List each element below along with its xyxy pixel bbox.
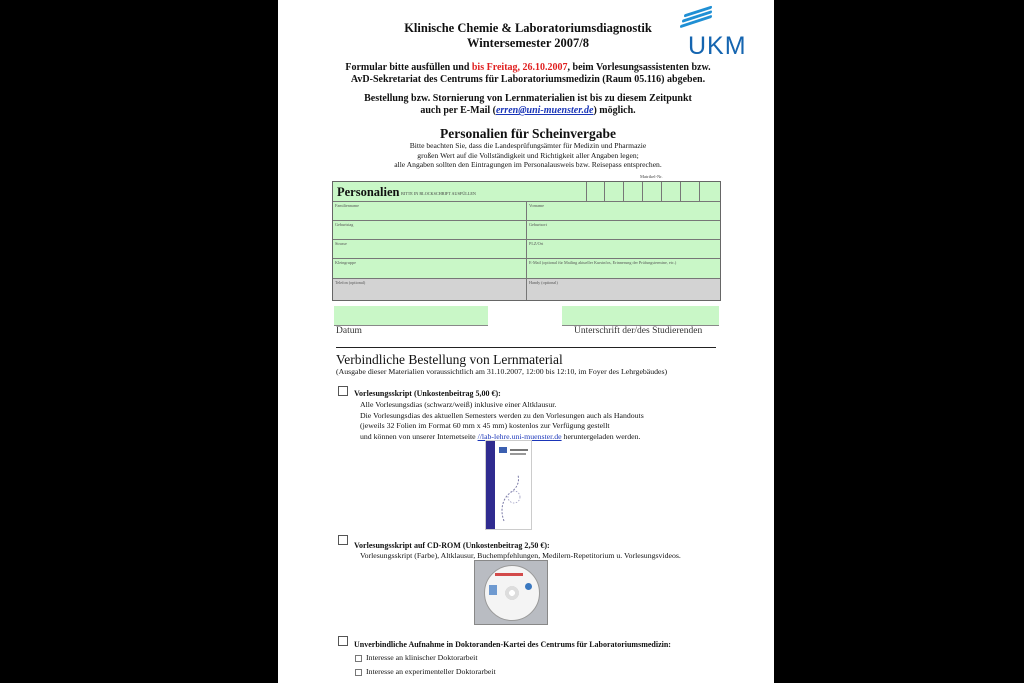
matrikel-digit-5[interactable] <box>662 182 681 202</box>
email-link[interactable]: erren@uni-muenster.de <box>495 105 594 116</box>
klinisch-label: Interesse an klinischer Doktorarbeit <box>366 653 478 662</box>
skript-title: Vorlesungsskript (Unkostenbeitrag 5,00 €): <box>354 389 501 398</box>
geburtstag-field[interactable]: Geburtstag <box>333 221 527 240</box>
personal-section-note: Bitte beachten Sie, dass die Landesprüfungsämter für Medizin und Pharmazie großen Wert auf die Vollständigkeit und Richtigkeit aller Angaben legen; alle Angaben sollten den Eintragungen im Personalausweis bzw. Reisepass entsprechen. <box>394 141 662 169</box>
klinisch-checkbox[interactable] <box>355 655 362 662</box>
instruction-line-2: AvD-Sekretariat des Centrums für Laboratoriumsmedizin (Raum 05.116) abgeben. <box>350 74 706 85</box>
doktoranden-checkbox[interactable] <box>338 636 348 646</box>
experimentell-checkbox[interactable] <box>355 669 362 676</box>
personal-box-title: Personalien <box>337 185 400 199</box>
plz-ort-field[interactable]: PLZ/Ort <box>527 240 720 259</box>
matrikel-label: Matrikel-Nr. <box>640 174 663 179</box>
familienname-field[interactable]: Familienname <box>333 202 527 221</box>
matrikel-digit-2[interactable] <box>605 182 624 202</box>
signature-input[interactable] <box>562 306 719 325</box>
order-section-title: Verbindliche Bestellung von Lernmaterial <box>336 352 563 367</box>
lehre-website-link[interactable]: //lab-lehre.uni-muenster.de <box>477 431 562 441</box>
section-divider <box>336 347 716 348</box>
cdrom-image <box>474 560 548 625</box>
personal-box-subtitle: BITTE IN BLOCKSCHRIFT AUSFÜLLEN <box>401 191 476 196</box>
cdrom-description: Vorlesungsskript (Farbe), Altklausur, Buchempfehlungen, Medilern-Repetitorium u. Vorlesungsvideos. <box>360 551 681 560</box>
cdrom-title: Vorlesungsskript auf CD-ROM (Unkostenbeitrag 2,50 €): <box>354 541 550 550</box>
strasse-field[interactable]: Strasse <box>333 240 527 259</box>
email-field[interactable]: E-Mail (optional für Mailing aktueller Kursinfos, Erinnerung der Prüfungstermine, etc.) <box>527 259 720 279</box>
order-section-subtitle: (Ausgabe dieser Materialien voraussichtlich am 31.10.2007, 12:00 bis 12:10, im Foyer des Lehrgebäudes) <box>336 367 668 376</box>
instructions-block <box>318 62 738 86</box>
handy-field[interactable]: Handy (optional) <box>527 279 720 300</box>
matrikel-digit-6[interactable] <box>681 182 700 202</box>
matrikel-digit-4[interactable] <box>643 182 662 202</box>
instruction-line-3: Bestellung bzw. Stornierung von Lernmaterialien ist bis zu diesem Zeitpunkt <box>364 93 692 104</box>
skript-checkbox[interactable] <box>338 386 348 396</box>
instruction-line-4: auch per E-Mail (erren@uni-muenster.de) möglich. <box>420 105 636 116</box>
ukm-logo <box>678 6 762 60</box>
personal-section-title: Personalien für Scheinvergabe <box>440 126 616 141</box>
vorname-field[interactable]: Vorname <box>527 202 720 221</box>
instruction-line-1: Formular bitte ausfüllen und bis Freitag, 26.10.2007, beim Vorlesungsassistenten bzw. <box>345 62 711 73</box>
signature-label: Unterschrift der/des Studierenden <box>574 326 703 336</box>
telefon-field[interactable]: Telefon (optional) <box>333 279 527 300</box>
title-line-1: Klinische Chemie & Laboratoriumsdiagnostik <box>404 21 652 35</box>
personal-data-form <box>332 181 721 301</box>
matrikel-digit-3[interactable] <box>624 182 643 202</box>
geburtsort-field[interactable]: Geburtsort <box>527 221 720 240</box>
date-label: Datum <box>336 326 362 336</box>
matrikel-digit-7[interactable] <box>700 182 720 202</box>
doktoranden-title: Unverbindliche Aufnahme in Doktoranden-Kartei des Centrums für Laboratoriumsmedizin: <box>354 640 671 649</box>
skript-description: Alle Vorlesungsdias (schwarz/weiß) inklusive einer Altklausur. Die Vorlesungsdias des aktuellen Semesters werden zu den Vorlesungen auch als Handouts (jeweils 32 Folien im Format 60 mm x 45 mm) kostenlos zur Verfügung gestellt und können von unserer Internetseite //lab-lehre.uni-muenster.de heruntergeladen werden. <box>360 400 644 441</box>
cdrom-checkbox[interactable] <box>338 535 348 545</box>
deadline-text: bis Freitag, 26.10.2007 <box>471 62 568 73</box>
date-input[interactable] <box>334 306 488 325</box>
title-line-2: Wintersemester 2007/8 <box>466 36 590 50</box>
email-instructions <box>318 93 738 117</box>
matrikel-digit-1[interactable] <box>586 182 605 202</box>
logo-text: UKM <box>688 32 747 60</box>
skript-cover-image <box>485 440 532 530</box>
document-page <box>278 0 774 683</box>
document-title <box>338 21 718 51</box>
experimentell-label: Interesse an experimenteller Doktorarbeit <box>366 667 496 676</box>
kleingruppe-field[interactable]: Kleingruppe <box>333 259 527 279</box>
